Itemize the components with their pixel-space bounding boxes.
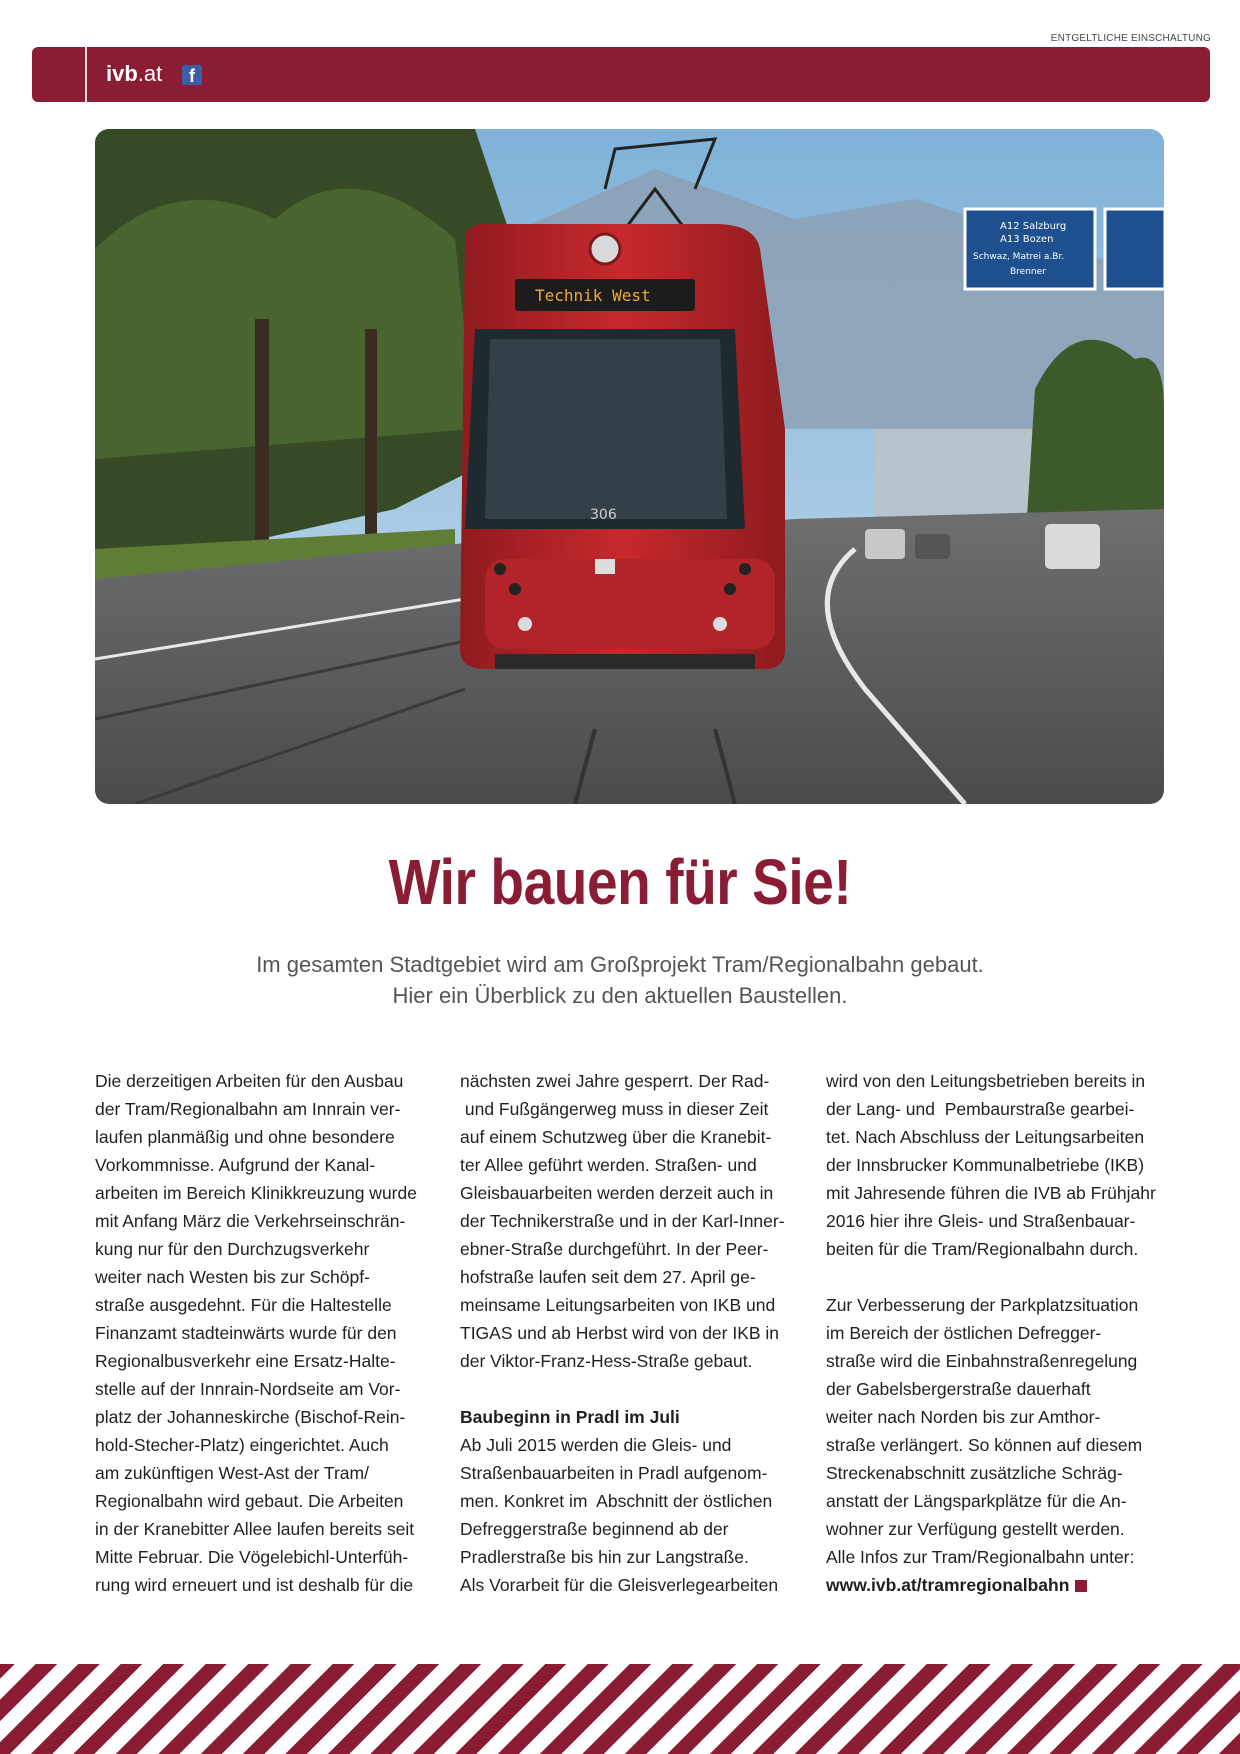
brand-bold: ivb [106, 61, 138, 86]
body-line: arbeiten im Bereich Klinikkreuzung wurde [95, 1183, 417, 1203]
body-line: Ab Juli 2015 werden die Gleis- und [460, 1435, 732, 1455]
body-line: Vorkommnisse. Aufgrund der Kanal- [95, 1155, 376, 1175]
body-line: beiten für die Tram/Regionalbahn durch. [826, 1239, 1139, 1259]
body-line: anstatt der Längsparkplätze für die An- [826, 1491, 1127, 1511]
website-link-line [826, 1571, 1161, 1599]
body-line: hold-Stecher-Platz) eingerichtet. Auch [95, 1435, 389, 1455]
body-line: Gleisbauarbeiten werden derzeit auch in [460, 1183, 774, 1203]
body-line: men. Konkret im Abschnitt der östlichen [460, 1491, 773, 1511]
body-line: der Gabelsbergerstraße dauerhaft [826, 1379, 1091, 1399]
body-line: tet. Nach Abschluss der Leitungsarbeiten [826, 1127, 1145, 1147]
tram-number: 306 [590, 507, 617, 523]
body-line: Zur Verbesserung der Parkplatzsituation [826, 1295, 1139, 1315]
website-link[interactable]: www.ivb.at/tramregionalbahn [826, 1575, 1070, 1595]
body-line: Als Vorarbeit für die Gleisverlegearbeiten [460, 1575, 779, 1595]
body-line: straße verlängert. So können auf diesem [826, 1435, 1143, 1455]
body-line: wird von den Leitungsbetrieben bereits in [826, 1071, 1146, 1091]
body-line: auf einem Schutzweg über die Kranebit- [460, 1127, 772, 1147]
sign-line-2: A13 Bozen [1000, 234, 1054, 245]
body-line: in der Kranebitter Allee laufen bereits seit [95, 1519, 415, 1539]
body-line: wohner zur Verfügung gestellt werden. [826, 1519, 1125, 1539]
body-line: nächsten zwei Jahre gesperrt. Der Rad- [460, 1071, 770, 1091]
sign-line-3: Schwaz, Matrei a.Br. [973, 252, 1065, 262]
header-divider [85, 47, 87, 102]
end-mark-icon [1075, 1580, 1087, 1592]
column-3 [826, 1067, 1161, 1599]
body-line: Finanzamt stadteinwärts wurde für den [95, 1323, 397, 1343]
body-line: straße ausgedehnt. Für die Haltestelle [95, 1295, 392, 1315]
body-line: am zukünftigen West-Ast der Tram/ [95, 1463, 369, 1483]
body-line: kung nur für den Durchzugsverkehr [95, 1239, 370, 1259]
body-line: und Fußgängerweg muss in dieser Zeit [460, 1099, 769, 1119]
body-line: stelle auf der Innrain-Nordseite am Vor- [95, 1379, 401, 1399]
body-line: Regionalbusverkehr eine Ersatz-Halte- [95, 1351, 396, 1371]
body-line: ebner-Straße durchgeführt. In der Peer- [460, 1239, 769, 1259]
body-line: der Tram/Regionalbahn am Innrain ver- [95, 1099, 401, 1119]
body-line: der Innsbrucker Kommunalbetriebe (IKB) [826, 1155, 1145, 1175]
body-line: mit Anfang März die Verkehrseinschrän- [95, 1211, 406, 1231]
headline: Wir bauen für Sie! [388, 846, 852, 918]
brand-domain: .at [137, 61, 163, 86]
subhead-line-2: Hier ein Überblick zu den aktuellen Baustellen. [392, 983, 848, 1008]
body-line: der Lang- und Pembaurstraße gearbei- [826, 1099, 1135, 1119]
sign-line-1: A12 Salzburg [1000, 221, 1067, 232]
body-line: rung wird erneuert und ist deshalb für die [95, 1575, 414, 1595]
facebook-icon[interactable]: f [182, 65, 202, 85]
body-line: der Technikerstraße und in der Karl-Inner- [460, 1211, 785, 1231]
body-line: weiter nach Westen bis zur Schöpf- [95, 1267, 370, 1287]
body-line: hofstraße laufen seit dem 27. April ge- [460, 1267, 756, 1287]
body-line: Alle Infos zur Tram/Regionalbahn unter: [826, 1547, 1135, 1567]
subhead-line-1: Im gesamten Stadtgebiet wird am Großprojekt Tram/Regionalbahn gebaut. [256, 952, 984, 977]
body-line: mit Jahresende führen die IVB ab Frühjahr [826, 1183, 1156, 1203]
advertorial-label: ENTGELTLICHE EINSCHALTUNG [1050, 33, 1211, 44]
body-line: TIGAS und ab Herbst wird von der IKB in [460, 1323, 780, 1343]
body-line: Defreggerstraße beginnend ab der [460, 1519, 729, 1539]
column-2 [460, 1067, 795, 1599]
body-line: Straßenbauarbeiten in Pradl aufgenom- [460, 1463, 768, 1483]
body-line: platz der Johanneskirche (Bischof-Rein- [95, 1407, 406, 1427]
body-line: meinsame Leitungsarbeiten von IKB und [460, 1295, 776, 1315]
brand-logo[interactable] [106, 61, 162, 87]
sign-line-4: Brenner [1010, 267, 1046, 277]
section-subheading: Baubeginn in Pradl im Juli [460, 1407, 680, 1427]
body-line: im Bereich der östlichen Defregger- [826, 1323, 1102, 1343]
body-line: Regionalbahn wird gebaut. Die Arbeiten [95, 1491, 404, 1511]
body-line: laufen planmäßig und ohne besondere [95, 1127, 395, 1147]
body-line: Pradlerstraße bis hin zur Langstraße. [460, 1547, 749, 1567]
destination-display: Technik West [535, 286, 651, 305]
striped-footer [0, 1664, 1240, 1754]
header-bar [32, 47, 1210, 102]
body-line: der Viktor-Franz-Hess-Straße gebaut. [460, 1351, 753, 1371]
body-line: 2016 hier ihre Gleis- und Straßenbauar- [826, 1211, 1136, 1231]
body-line: Die derzeitigen Arbeiten für den Ausbau [95, 1071, 404, 1091]
body-line: weiter nach Norden bis zur Amthor- [826, 1407, 1101, 1427]
subheadline [0, 949, 1240, 1011]
body-line: Mitte Februar. Die Vögelebichl-Unterfüh- [95, 1547, 409, 1567]
body-line: ter Allee geführt werden. Straßen- und [460, 1155, 757, 1175]
body-line: straße wird die Einbahnstraßenregelung [826, 1351, 1138, 1371]
column-1 [95, 1067, 430, 1599]
tram-photo [95, 129, 1164, 804]
body-line: Streckenabschnitt zusätzliche Schräg- [826, 1463, 1123, 1483]
